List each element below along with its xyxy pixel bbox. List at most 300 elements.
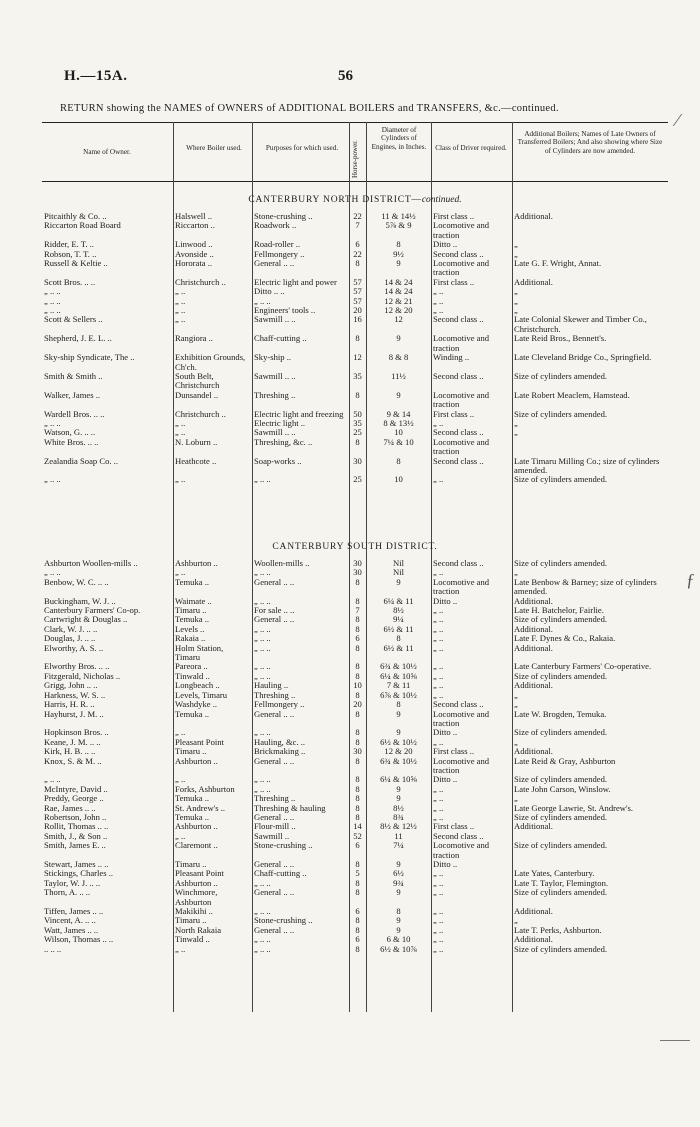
section-title-south: CANTERBURY SOUTH DISTRICT. bbox=[272, 542, 438, 552]
owner-cell: Keane, J. M. .. .. bbox=[44, 737, 101, 747]
purpose-cell: „ .. .. bbox=[254, 671, 271, 681]
owner-cell: McIntyre, David .. bbox=[44, 784, 108, 794]
table-row bbox=[42, 240, 668, 249]
purpose-cell: Ditto .. .. bbox=[254, 287, 285, 297]
table-row bbox=[42, 625, 668, 634]
class-cell: „ .. bbox=[433, 925, 444, 935]
hp-cell: 8 bbox=[355, 812, 360, 822]
table-row bbox=[42, 372, 668, 391]
owner-cell: Benbow, W. C. .. .. bbox=[44, 577, 109, 587]
owner-cell: „ .. .. bbox=[44, 287, 61, 297]
class-cell: Locomotive and traction bbox=[433, 259, 490, 278]
diameter-cell: 9 bbox=[396, 709, 401, 719]
where-cell: Waimate .. bbox=[175, 596, 212, 606]
remarks-cell: Size of cylinders amended. bbox=[514, 371, 608, 381]
remarks-cell: Size of cylinders amended. bbox=[514, 775, 608, 785]
where-cell: Temuka .. bbox=[175, 812, 210, 822]
table-row bbox=[42, 578, 668, 597]
owner-cell: Riccarton Road Board bbox=[44, 221, 121, 231]
diameter-cell: 9 bbox=[396, 390, 401, 400]
remarks-cell: Size of cylinders amended. bbox=[514, 559, 608, 568]
table-row bbox=[42, 287, 668, 296]
owner-cell: Smith, James E. .. bbox=[44, 841, 106, 851]
owner-cell: Ridder, E. T. .. bbox=[44, 240, 94, 250]
table-row bbox=[42, 916, 668, 925]
owner-cell: Robson, T. T. .. bbox=[44, 249, 97, 259]
diameter-cell: 6¾ & 10½ bbox=[380, 756, 417, 766]
class-cell: Ditto .. bbox=[433, 775, 458, 785]
remarks-cell: Additional. bbox=[514, 907, 553, 917]
purpose-cell: Engineers' tools .. bbox=[254, 306, 316, 316]
table-row bbox=[42, 888, 668, 907]
remarks-cell: Late Cleveland Bridge Co., Springfield. bbox=[514, 353, 652, 363]
remarks-cell: „ bbox=[514, 240, 518, 250]
diameter-cell: Nil bbox=[393, 568, 404, 578]
class-cell: „ .. bbox=[433, 869, 444, 879]
purpose-cell: Roadwork .. bbox=[254, 221, 297, 231]
table-row bbox=[42, 597, 668, 606]
owner-cell: Watt, James .. .. bbox=[44, 925, 99, 935]
diameter-cell: 6½ & 10½ bbox=[380, 737, 417, 747]
remarks-cell bbox=[512, 860, 668, 869]
north-district-table bbox=[42, 212, 668, 485]
where-cell: Timaru .. bbox=[175, 916, 207, 926]
diameter-cell: 5⅞ & 9 bbox=[385, 221, 412, 231]
remarks-cell: Additional. bbox=[514, 212, 553, 221]
remarks-cell: Late Timaru Milling Co.; size of cylinders amended. bbox=[514, 456, 660, 475]
remarks-cell: Late Canterbury Farmers' Co-operative. bbox=[514, 662, 652, 672]
diameter-cell: 6¼ & 10⅝ bbox=[380, 671, 417, 681]
remarks-cell: Late T. Taylor, Flemington. bbox=[514, 878, 609, 888]
owner-cell: Preddy, George .. bbox=[44, 794, 104, 804]
hp-cell: 8 bbox=[355, 737, 360, 747]
class-cell: „ .. bbox=[433, 615, 444, 625]
owner-cell: Stewart, James .. .. bbox=[44, 860, 109, 869]
class-cell: Ditto .. bbox=[433, 596, 458, 606]
purpose-cell: Hauling, &c. .. bbox=[254, 737, 306, 747]
where-cell: „ .. bbox=[175, 775, 186, 785]
diameter-cell: 9 bbox=[396, 794, 401, 804]
hp-cell: 25 bbox=[353, 475, 362, 485]
class-cell: „ .. bbox=[433, 935, 444, 945]
table-row bbox=[42, 315, 668, 334]
remarks-cell: Late F. Dynes & Co., Rakaia. bbox=[514, 634, 616, 644]
hp-cell: 8 bbox=[355, 437, 360, 447]
class-cell: First class .. bbox=[433, 822, 475, 832]
class-cell: First class .. bbox=[433, 409, 475, 419]
where-cell: Timaru .. bbox=[175, 860, 207, 869]
hp-cell: 8 bbox=[355, 925, 360, 935]
class-cell: Locomotive and traction bbox=[433, 841, 490, 860]
remarks-cell: Additional. bbox=[514, 596, 553, 606]
where-cell: Ashburton .. bbox=[175, 756, 218, 766]
owner-cell: Kirk, H. B. .. .. bbox=[44, 747, 96, 757]
table-row bbox=[42, 568, 668, 577]
purpose-cell: Brickmaking .. bbox=[254, 747, 306, 757]
class-cell: „ .. bbox=[433, 568, 444, 578]
class-cell: Second class .. bbox=[433, 315, 484, 325]
hp-cell: 6 bbox=[355, 935, 360, 945]
col-header-where: Where Boiler used. bbox=[186, 144, 242, 152]
hp-cell: 22 bbox=[353, 249, 362, 259]
class-cell: Locomotive and traction bbox=[433, 756, 490, 775]
class-cell: „ .. bbox=[433, 681, 444, 691]
purpose-cell: „ .. .. bbox=[254, 662, 271, 672]
diameter-cell: 6¼ & 10⅝ bbox=[380, 775, 417, 785]
remarks-cell bbox=[512, 832, 668, 841]
purpose-cell: „ .. .. bbox=[254, 624, 271, 634]
owner-cell: Canterbury Farmers' Co-op. bbox=[44, 606, 141, 616]
table-row bbox=[42, 353, 668, 372]
hp-cell: 8 bbox=[355, 916, 360, 926]
hp-cell: 6 bbox=[355, 907, 360, 917]
purpose-cell: Threshing .. bbox=[254, 390, 296, 400]
hp-cell: 8 bbox=[355, 624, 360, 634]
class-cell: „ .. bbox=[433, 634, 444, 644]
owner-cell: Douglas, J. .. .. bbox=[44, 634, 96, 644]
class-cell: „ .. bbox=[433, 690, 444, 700]
owner-cell: Taylor, W. J. .. .. bbox=[44, 878, 101, 888]
table-row bbox=[42, 391, 668, 410]
hp-cell: 25 bbox=[353, 428, 362, 438]
owner-cell: Harris, H. R. .. bbox=[44, 700, 95, 710]
remarks-cell: Late Yates, Canterbury. bbox=[514, 869, 595, 879]
class-cell: „ .. bbox=[433, 475, 444, 485]
hp-cell: 20 bbox=[353, 306, 362, 316]
class-cell: „ .. bbox=[433, 671, 444, 681]
where-cell: Christchurch .. bbox=[175, 277, 226, 287]
table-row bbox=[42, 428, 668, 437]
purpose-cell: Stone-crushing .. bbox=[254, 212, 313, 221]
owner-cell: Wardell Bros. .. .. bbox=[44, 409, 105, 419]
where-cell: Riccarton .. bbox=[175, 221, 215, 231]
hp-cell: 57 bbox=[353, 277, 362, 287]
where-cell: „ .. bbox=[175, 287, 186, 297]
class-cell: Locomotive and traction bbox=[433, 577, 490, 597]
hp-cell: 50 bbox=[353, 409, 362, 419]
purpose-cell: Electric light and freezing bbox=[254, 409, 344, 419]
where-cell: Washdyke .. bbox=[175, 700, 218, 710]
diameter-cell: 8 bbox=[396, 240, 401, 250]
hp-cell: 8 bbox=[355, 643, 360, 653]
hp-cell: 8 bbox=[355, 671, 360, 681]
diameter-cell: 9 bbox=[396, 728, 401, 738]
purpose-cell: General .. .. bbox=[254, 812, 295, 822]
where-cell: N. Loburn .. bbox=[175, 437, 218, 447]
owner-cell: Shepherd, J. E. L. .. bbox=[44, 334, 112, 344]
class-cell: Second class .. bbox=[433, 559, 484, 568]
table-row bbox=[42, 691, 668, 700]
purpose-cell: General .. .. bbox=[254, 756, 295, 766]
owner-cell: Cartwright & Douglas .. bbox=[44, 615, 128, 625]
table-row bbox=[42, 945, 668, 954]
hp-cell: 8 bbox=[355, 860, 360, 869]
table-row bbox=[42, 785, 668, 794]
where-cell: St. Andrew's .. bbox=[175, 803, 226, 813]
remarks-cell: Size of cylinders amended. bbox=[514, 409, 608, 419]
class-cell: „ .. bbox=[433, 296, 444, 306]
owner-cell: Vincent, A. .. .. bbox=[44, 916, 96, 926]
table-row bbox=[42, 559, 668, 568]
purpose-cell: Electric light .. bbox=[254, 418, 306, 428]
hp-cell: 12 bbox=[353, 353, 362, 363]
hp-cell: 30 bbox=[353, 568, 362, 578]
owner-cell: Robertson, John .. bbox=[44, 812, 107, 822]
purpose-cell: Chaff-cutting .. bbox=[254, 334, 307, 344]
owner-cell: White Bros. .. .. bbox=[44, 437, 99, 447]
hp-cell: 8 bbox=[355, 259, 360, 269]
table-row bbox=[42, 662, 668, 671]
table-row bbox=[42, 681, 668, 690]
hp-cell: 10 bbox=[353, 681, 362, 691]
where-cell: „ .. bbox=[175, 296, 186, 306]
hp-cell: 30 bbox=[353, 559, 362, 568]
where-cell: Linwood .. bbox=[175, 240, 213, 250]
remarks-cell: Late H. Batchelor, Fairlie. bbox=[514, 606, 604, 616]
remarks-cell: „ bbox=[514, 794, 518, 804]
where-cell: Dunsandel .. bbox=[175, 390, 219, 400]
remarks-cell: Additional. bbox=[514, 822, 553, 832]
diameter-cell: 7¼ bbox=[393, 841, 404, 851]
owner-cell: „ .. .. bbox=[44, 568, 61, 578]
purpose-cell: „ .. .. bbox=[254, 475, 271, 485]
class-cell: Locomotive and traction bbox=[433, 437, 490, 457]
class-cell: Second class .. bbox=[433, 428, 484, 438]
hp-cell: 6 bbox=[355, 841, 360, 851]
remarks-cell bbox=[512, 438, 668, 457]
class-cell: „ .. bbox=[433, 794, 444, 804]
remarks-cell: Additional. bbox=[514, 747, 553, 757]
table-row bbox=[42, 700, 668, 709]
class-cell: „ .. bbox=[433, 606, 444, 616]
diameter-cell: 12 & 20 bbox=[384, 306, 413, 316]
diameter-cell: 14 & 24 bbox=[384, 287, 413, 297]
where-cell: Rakaia .. bbox=[175, 634, 206, 644]
diameter-cell: 12 & 20 bbox=[384, 747, 413, 757]
class-cell: Winding .. bbox=[433, 353, 470, 363]
owner-cell: Russell & Keltie .. bbox=[44, 259, 108, 269]
south-district-table bbox=[42, 559, 668, 954]
where-cell: Makikihi .. bbox=[175, 907, 213, 917]
table-row bbox=[42, 832, 668, 841]
where-cell: Ashburton .. bbox=[175, 822, 218, 832]
hp-cell: 8 bbox=[355, 615, 360, 625]
hp-cell: 8 bbox=[355, 334, 360, 344]
where-cell: Temuka .. bbox=[175, 577, 210, 587]
owner-cell: Buckingham, W. J. .. bbox=[44, 596, 116, 606]
purpose-cell: General .. .. bbox=[254, 860, 295, 869]
remarks-cell: „ bbox=[514, 737, 518, 747]
table-row bbox=[42, 813, 668, 822]
class-cell: Second class .. bbox=[433, 700, 484, 710]
hp-cell: 5 bbox=[355, 869, 360, 879]
class-cell: „ .. bbox=[433, 878, 444, 888]
remarks-cell: Late W. Brogden, Temuka. bbox=[514, 709, 607, 719]
hp-cell: 35 bbox=[353, 418, 362, 428]
class-cell: „ .. bbox=[433, 737, 444, 747]
diameter-cell: 10 bbox=[394, 475, 403, 485]
owner-cell: „ .. .. bbox=[44, 296, 61, 306]
hp-cell: 8 bbox=[355, 775, 360, 785]
table-row bbox=[42, 841, 668, 860]
where-cell: Tinwald .. bbox=[175, 671, 210, 681]
remarks-cell: Additional. bbox=[514, 624, 553, 634]
header-top-rule bbox=[42, 122, 668, 123]
where-cell: „ .. bbox=[175, 315, 186, 325]
where-cell: Holm Station, Timaru bbox=[175, 643, 224, 663]
where-cell: Rangiora .. bbox=[175, 334, 213, 344]
table-row bbox=[42, 278, 668, 287]
owner-cell: Hayhurst, J. M. .. bbox=[44, 709, 104, 719]
class-cell: „ .. bbox=[433, 643, 444, 653]
col-header-hp: Horse-power. bbox=[351, 140, 359, 178]
hp-cell: 6 bbox=[355, 240, 360, 250]
diameter-cell: 6⅞ & 10½ bbox=[380, 690, 417, 700]
purpose-cell: General .. .. bbox=[254, 577, 295, 587]
class-cell: Locomotive and traction bbox=[433, 334, 490, 353]
table-row bbox=[42, 259, 668, 278]
purpose-cell: „ .. .. bbox=[254, 907, 271, 917]
purpose-cell: Fellmongery .. bbox=[254, 700, 305, 710]
purpose-cell: Chaff-cutting .. bbox=[254, 869, 307, 879]
hp-cell: 8 bbox=[355, 709, 360, 719]
where-cell: Temuka .. bbox=[175, 709, 210, 719]
hp-cell: 8 bbox=[355, 728, 360, 738]
table-row bbox=[42, 644, 668, 663]
class-cell: „ .. bbox=[433, 624, 444, 634]
owner-cell: Scott Bros. .. .. bbox=[44, 277, 96, 287]
remarks-cell: Late Reid & Gray, Ashburton bbox=[514, 756, 616, 766]
diameter-cell: 7 & 11 bbox=[386, 681, 411, 691]
table-row bbox=[42, 747, 668, 756]
remarks-cell: Additional. bbox=[514, 935, 553, 945]
table-row bbox=[42, 728, 668, 737]
table-row bbox=[42, 869, 668, 878]
hp-cell: 6 bbox=[355, 634, 360, 644]
purpose-cell: „ .. .. bbox=[254, 944, 271, 954]
remarks-cell: Late John Carson, Winslow. bbox=[514, 784, 611, 794]
diameter-cell: 6¼ & 11 bbox=[383, 596, 414, 606]
purpose-cell: „ .. .. bbox=[254, 728, 271, 738]
diameter-cell: 12 bbox=[394, 315, 403, 325]
purpose-cell: Sawmill .. bbox=[254, 831, 290, 841]
remarks-cell: Size of cylinders amended. bbox=[514, 888, 608, 898]
table-row bbox=[42, 606, 668, 615]
class-cell: „ .. bbox=[433, 784, 444, 794]
page-title: RETURN showing the NAMES of OWNERS of ADDITIONAL BOILERS and TRANSFERS, &c.—continued. bbox=[60, 103, 559, 114]
diameter-cell: Nil bbox=[393, 559, 404, 568]
col-header-purposes: Purposes for which used. bbox=[265, 144, 339, 152]
table-row bbox=[42, 475, 668, 484]
diameter-cell: 9 bbox=[396, 888, 401, 898]
remarks-cell: „ bbox=[514, 287, 518, 297]
hp-cell: 8 bbox=[355, 888, 360, 898]
where-cell: North Rakaia bbox=[175, 925, 222, 935]
margin-dash bbox=[660, 1040, 690, 1041]
owner-cell: Sky-ship Syndicate, The .. bbox=[44, 353, 135, 363]
remarks-cell: „ bbox=[514, 690, 518, 700]
where-cell: Pareora .. bbox=[175, 662, 208, 672]
purpose-cell: Electric light and power bbox=[254, 277, 337, 287]
diameter-cell: 6½ & 11 bbox=[383, 643, 414, 653]
where-cell: Exhibition Grounds, Ch'ch. bbox=[175, 353, 246, 372]
hp-cell: 30 bbox=[353, 456, 362, 466]
purpose-cell: Soap-works .. bbox=[254, 456, 302, 466]
remarks-cell: „ bbox=[514, 418, 518, 428]
table-row bbox=[42, 457, 668, 476]
class-cell: „ .. bbox=[433, 803, 444, 813]
class-cell: Locomotive and traction bbox=[433, 709, 490, 728]
where-cell: Levels, Timaru bbox=[175, 690, 228, 700]
hp-cell: 8 bbox=[355, 690, 360, 700]
remarks-cell: „ bbox=[514, 296, 518, 306]
owner-cell: Knox, S. & M. .. bbox=[44, 756, 102, 766]
remarks-cell: Additional. bbox=[514, 643, 553, 653]
owner-cell: Rae, James .. .. bbox=[44, 803, 96, 813]
owner-cell: Ashburton Woollen-mills .. bbox=[44, 559, 138, 568]
table-row bbox=[42, 935, 668, 944]
purpose-cell: „ .. .. bbox=[254, 878, 271, 888]
class-cell: Ditto .. bbox=[433, 240, 458, 250]
table-row bbox=[42, 615, 668, 624]
where-cell: „ .. bbox=[175, 831, 186, 841]
owner-cell: Clark, W. J. .. .. bbox=[44, 624, 98, 634]
where-cell: Claremont .. bbox=[175, 841, 218, 851]
where-cell: Pleasant Point bbox=[175, 869, 224, 879]
diameter-cell: 8 & 8 bbox=[388, 353, 409, 363]
purpose-cell: „ .. .. bbox=[254, 596, 271, 606]
margin-mark: ƒ bbox=[686, 570, 695, 590]
remarks-cell: Size of cylinders amended. bbox=[514, 812, 608, 822]
diameter-cell: 6½ bbox=[393, 869, 404, 879]
owner-cell: Stickings, Charles .. bbox=[44, 869, 113, 879]
remarks-cell: „ bbox=[514, 568, 518, 578]
table-row bbox=[42, 794, 668, 803]
hp-cell: 7 bbox=[355, 221, 360, 231]
owner-cell: „ .. .. bbox=[44, 306, 61, 316]
table-row bbox=[42, 738, 668, 747]
purpose-cell: General .. .. bbox=[254, 888, 295, 898]
where-cell: Hororata .. bbox=[175, 259, 212, 269]
diameter-cell: 9 bbox=[396, 784, 401, 794]
table-row bbox=[42, 410, 668, 419]
diameter-cell: 14 & 24 bbox=[384, 277, 413, 287]
class-cell: Second class .. bbox=[433, 371, 484, 381]
purpose-cell: Sky-ship .. bbox=[254, 353, 292, 363]
where-cell: „ .. bbox=[175, 475, 186, 485]
remarks-cell: Size of cylinders amended. bbox=[514, 671, 608, 681]
purpose-cell: Sawmill .. .. bbox=[254, 315, 296, 325]
purpose-cell: Threshing .. bbox=[254, 794, 296, 804]
table-row bbox=[42, 212, 668, 221]
owner-cell: Watson, G. .. .. bbox=[44, 428, 96, 438]
owner-cell: Tiffen, James .. .. bbox=[44, 907, 104, 917]
remarks-cell: Late George Lawrie, St. Andrew's. bbox=[514, 803, 634, 813]
where-cell: Pleasant Point bbox=[175, 737, 224, 747]
class-cell: „ .. bbox=[433, 418, 444, 428]
purpose-cell: „ .. .. bbox=[254, 784, 271, 794]
purpose-cell: General .. .. bbox=[254, 615, 295, 625]
where-cell: Temuka .. bbox=[175, 794, 210, 804]
margin-mark: ⁄ bbox=[676, 110, 680, 130]
diameter-cell: 12 & 21 bbox=[384, 296, 413, 306]
remarks-cell: Additional. bbox=[514, 277, 553, 287]
diameter-cell: 8 & 13½ bbox=[383, 418, 414, 428]
class-cell: Locomotive and traction bbox=[433, 221, 490, 240]
owner-cell: Elworthy, A. S. .. bbox=[44, 643, 104, 653]
owner-cell: „ .. .. bbox=[44, 475, 61, 485]
hp-cell: 8 bbox=[355, 390, 360, 400]
